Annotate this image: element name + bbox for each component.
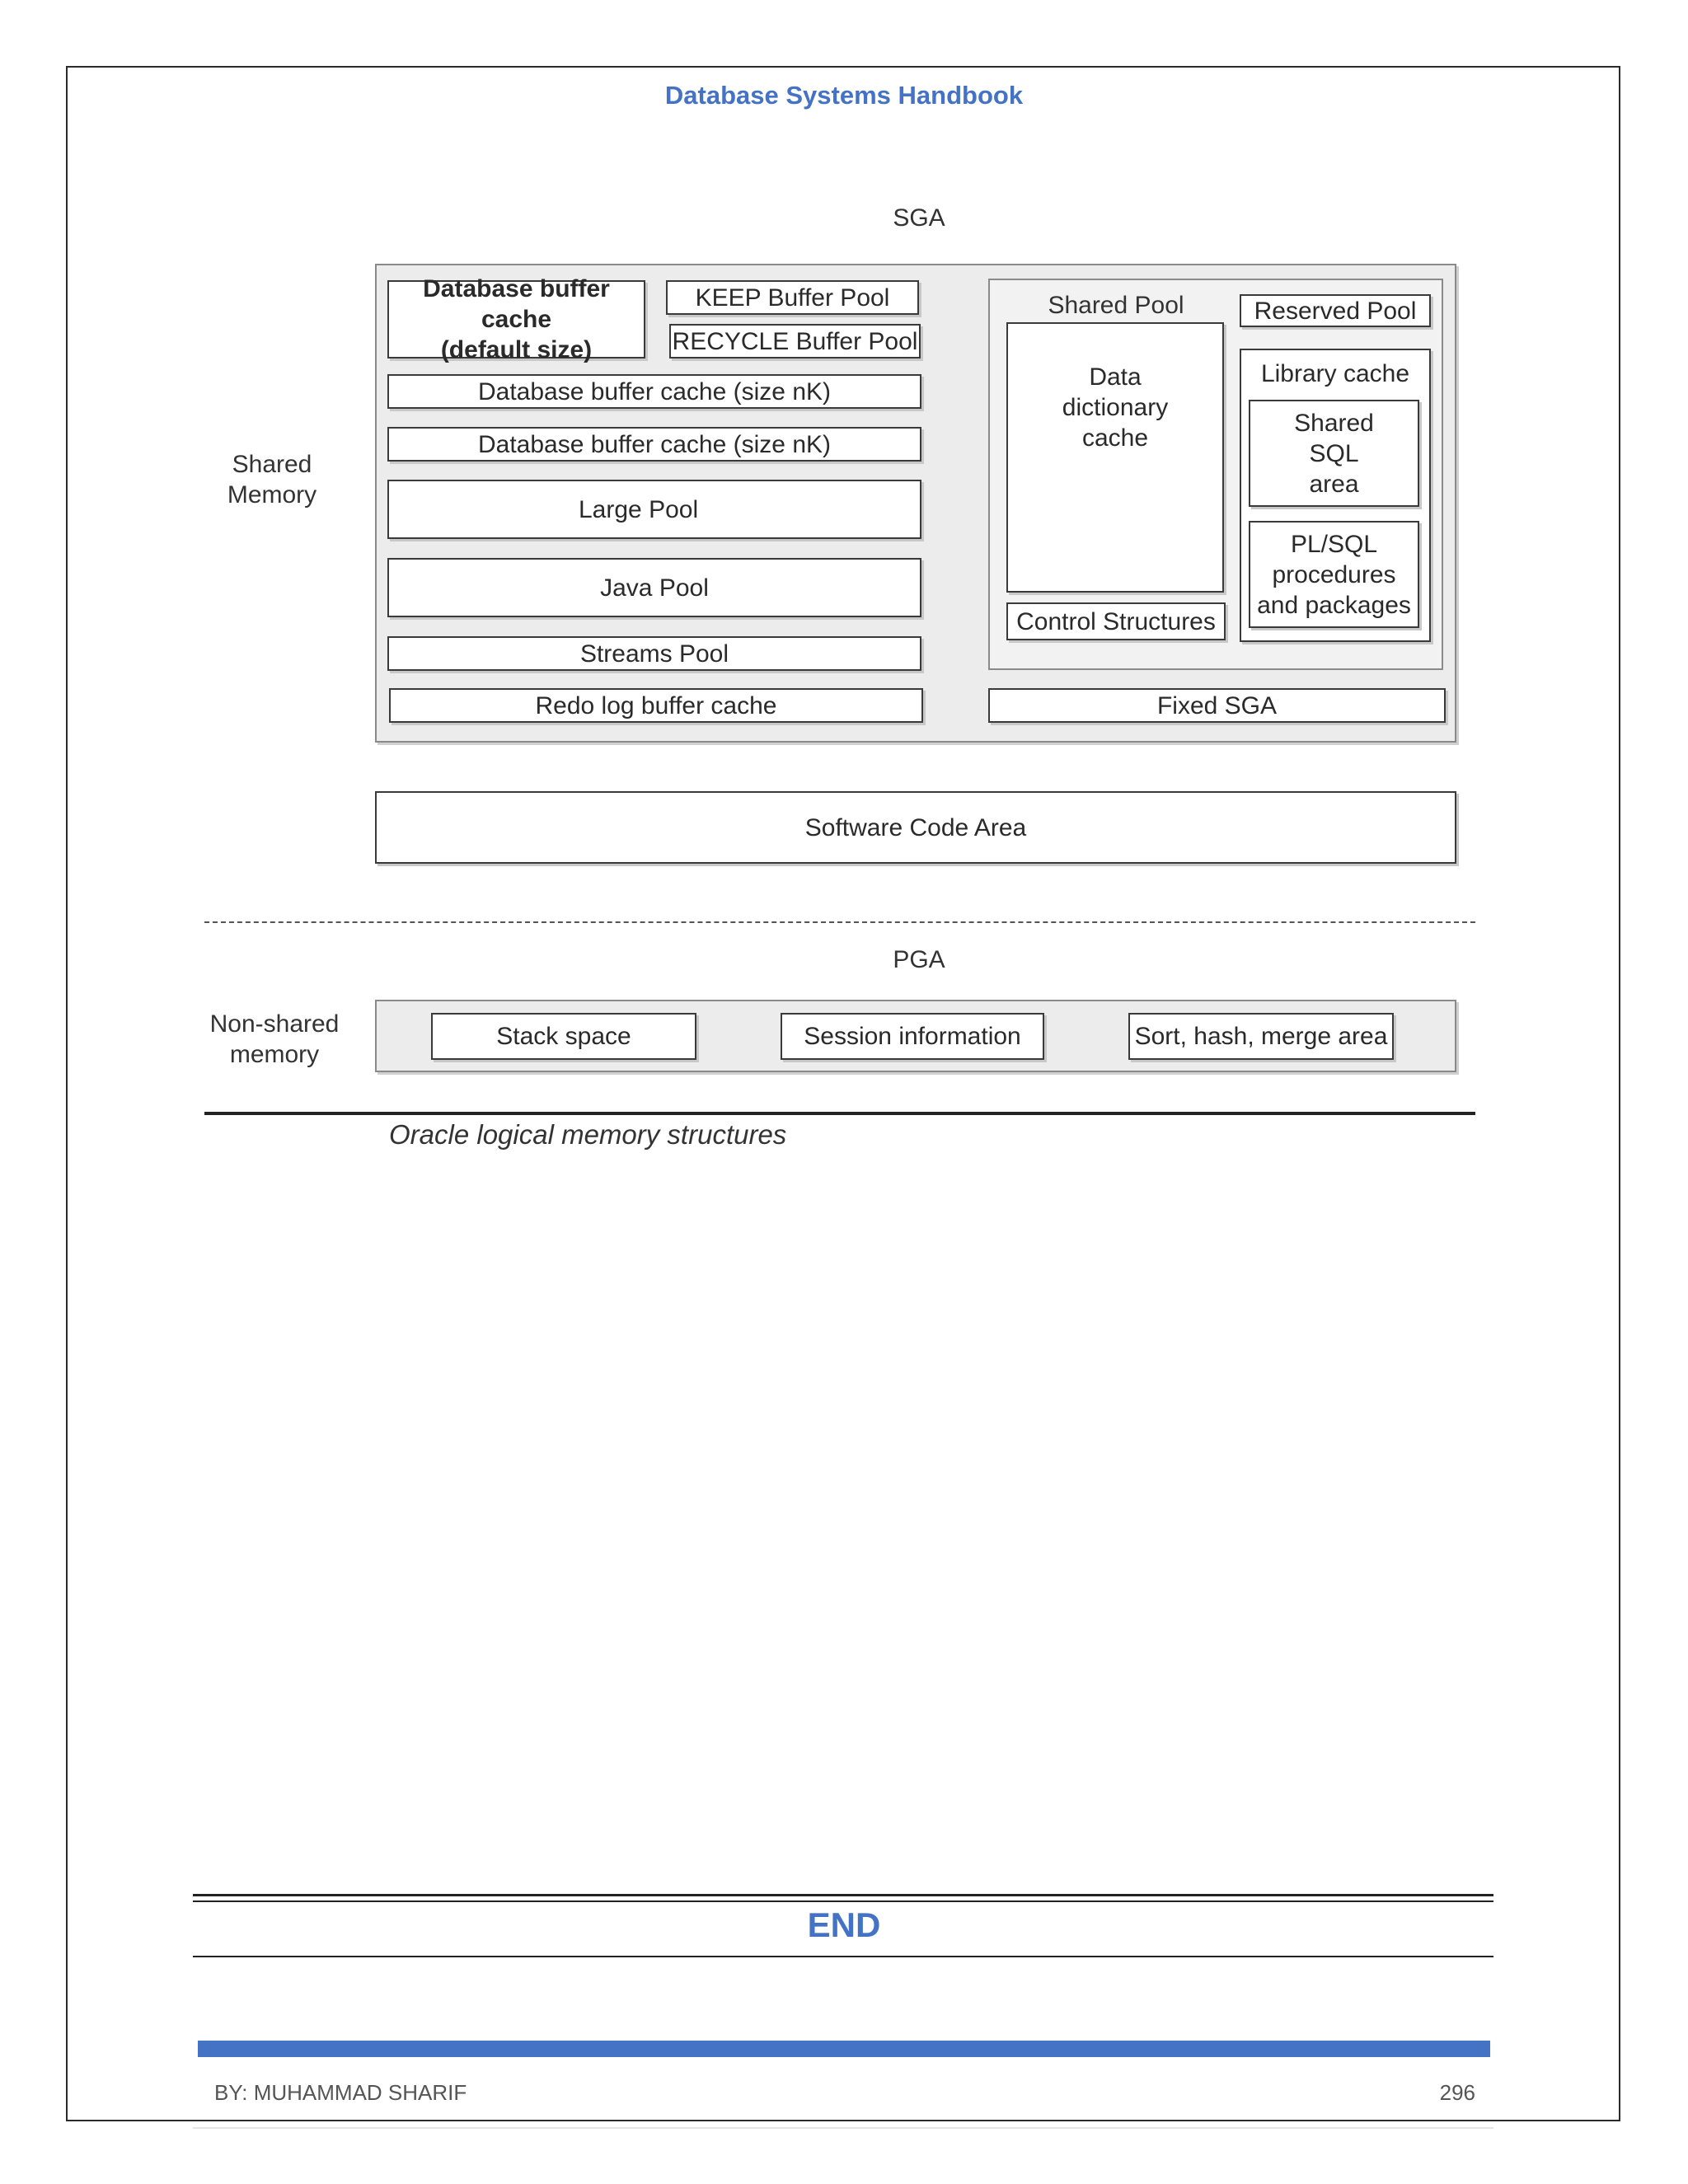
reserved-pool-box: Reserved Pool <box>1240 294 1431 327</box>
footer-author: BY: MUHAMMAD SHARIF <box>214 2080 467 2105</box>
streams-pool-box: Streams Pool <box>387 636 921 671</box>
plsql-box: PL/SQL procedures and packages <box>1249 521 1419 628</box>
db-buffer-nk-box-2: Database buffer cache (size nK) <box>387 427 921 462</box>
non-shared-memory-label: Non-shared memory <box>209 1010 340 1068</box>
software-code-area-box: Software Code Area <box>375 791 1456 864</box>
footer-rule <box>193 2127 1493 2129</box>
end-top-rule-thin <box>193 1900 1493 1902</box>
fixed-sga-box: Fixed SGA <box>988 688 1446 723</box>
library-cache-box: Library cache <box>1240 349 1431 642</box>
page-number: 296 <box>1439 2080 1475 2105</box>
end-label: END <box>807 1905 881 1944</box>
figure-bottom-rule <box>204 1112 1475 1115</box>
java-pool-box: Java Pool <box>387 558 921 617</box>
shared-pool-label: Shared Pool <box>1048 292 1184 319</box>
shared-sql-box: Shared SQL area <box>1249 400 1419 507</box>
sga-label: SGA <box>893 204 945 232</box>
redo-log-box: Redo log buffer cache <box>389 688 923 723</box>
session-info-box: Session information <box>781 1013 1044 1060</box>
data-dictionary-box: Data dictionary cache <box>1006 322 1224 593</box>
header-title: Database Systems Handbook <box>664 81 1024 110</box>
pga-label: PGA <box>893 946 945 973</box>
end-bottom-rule <box>193 1956 1493 1957</box>
shared-memory-label: Shared Memory <box>227 451 317 509</box>
db-buffer-nk-box-1: Database buffer cache (size nK) <box>387 374 921 409</box>
keep-pool-box: KEEP Buffer Pool <box>666 280 919 315</box>
dashed-divider <box>204 921 1475 923</box>
sort-area-box: Sort, hash, merge area <box>1128 1013 1394 1060</box>
footer-bar <box>198 2041 1490 2057</box>
db-buffer-default-box: Database buffer cache (default size) <box>387 280 645 359</box>
figure-caption: Oracle logical memory structures <box>389 1119 787 1150</box>
control-structures-box: Control Structures <box>1006 602 1226 640</box>
stack-space-box: Stack space <box>431 1013 696 1060</box>
recycle-pool-box: RECYCLE Buffer Pool <box>669 324 921 359</box>
large-pool-box: Large Pool <box>387 480 921 539</box>
end-top-rule <box>193 1894 1493 1896</box>
